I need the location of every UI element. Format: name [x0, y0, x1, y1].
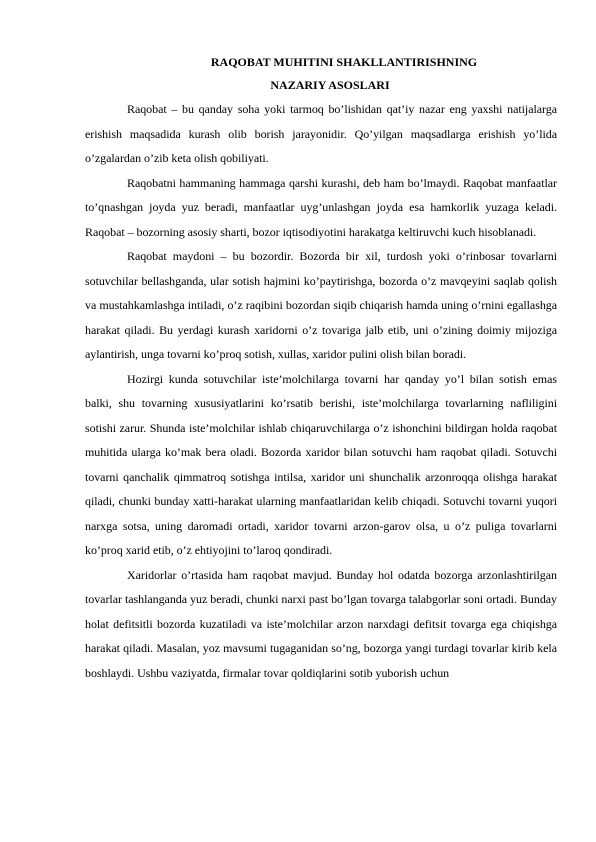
document-page — [85, 51, 557, 685]
document-title-line-2: NAZARIY ASOSLARI — [270, 78, 390, 92]
paragraph-raqobat-definition: Raqobat – bu qanday soha yoki tarmoq bo’lishidan qat’iy nazar eng yaxshi natijalarga erishish maqsadida kurash olib borish jarayonidir. Qo’yilgan maqsadlarga erishish yo’lida o’zgalardan o’zib keta olish qobiliyati. — [85, 102, 557, 165]
paragraph-xaridorlar: Xaridorlar o’rtasida ham raqobat mavjud. Bunday hol odatda bozorga arzonlashtirilgan tovarlar tashlanganda yuz beradi, chunki narxi past bo’lgan tovarga talabgorlar soni ortadi. Bunday holat defitsitli bozorda kuzatiladi va iste’molchilar arzon narxdagi defitsit tovarga ega chiqishga harakat qiladi. Masalan, yoz mavsumi tugaganidan so’ng, bozorga yangi turdagi tovarlar kirib kela boshlaydi. Ushbu vaziyatda, firmalar tovar qoldiqlarini sotib yuborish uchun — [85, 567, 557, 680]
document-title-line-1: RAQOBAT MUHITINI SHAKLLANTIRISHNING — [210, 55, 478, 69]
paragraph-raqobat-maydoni: Raqobat maydoni – bu bozordir. Bozorda bir xil, turdosh yoki o’rinbosar tovarlarni sotuvchilar bellashganda, ular sotish hajmini ko’paytirishga, bozorda o’z mavqeyini saqlab qolish va mustahkamlashga intiladi, o’z raqibini bozordan siqib chiqarish hamda uning o’rnini egallashga harakat qiladi. Bu yerdagi kurash xaridorni o’z tovariga jalb etib, uni o’zining doimiy mijoziga aylantirish, unga tovarni ko’proq sotish, xullas, xaridor pulini olish bilan boradi. — [85, 249, 557, 361]
paragraph-sotuvchilar: Hozirgi kunda sotuvchilar iste’molchilarga tovarni har qanday yo’l bilan sotish emas balki, shu tovarning xususiyatlarini ko’rsatib berishi, iste’molchilarga tovarlarning nafliligini sotishi zarur. Shunda iste’molchilar ishlab chiqaruvchilarga o’z ishonchini bildirgan holda raqobat muhitida ularga ko’mak bera oladi. Bozorda xaridor bilan sotuvchi ham raqobat qiladi. Sotuvchi tovarni qanchalik qimmatroq sotishga intilsa, xaridor uni shunchalik arzonroqqa olishga harakat qiladi, chunki bunday xatti-harakat ularning manfaatlaridan kelib chiqadi. Sotuvchi tovarni yuqori narxga sotsa, uning daromadi ortadi, xaridor tovarni arzon-garov olsa, u o’z puliga tovarlarni ko’proq xarid etib, o’z ehtiyojini to’laroq qondiradi. — [85, 371, 557, 557]
paragraph-raqobat-manfaatlar: Raqobatni hammaning hammaga qarshi kurashi, deb ham bo’lmaydi. Raqobat manfaatlar to’qnashgan joyda yuz beradi, manfaatlar uyg’unlashgan joyda esa hamkorlik yuzaga keladi. Raqobat – bozorning asosiy sharti, bozor iqtisodiyotini harakatga keltiruvchi kuch hisoblanadi. — [85, 175, 557, 239]
